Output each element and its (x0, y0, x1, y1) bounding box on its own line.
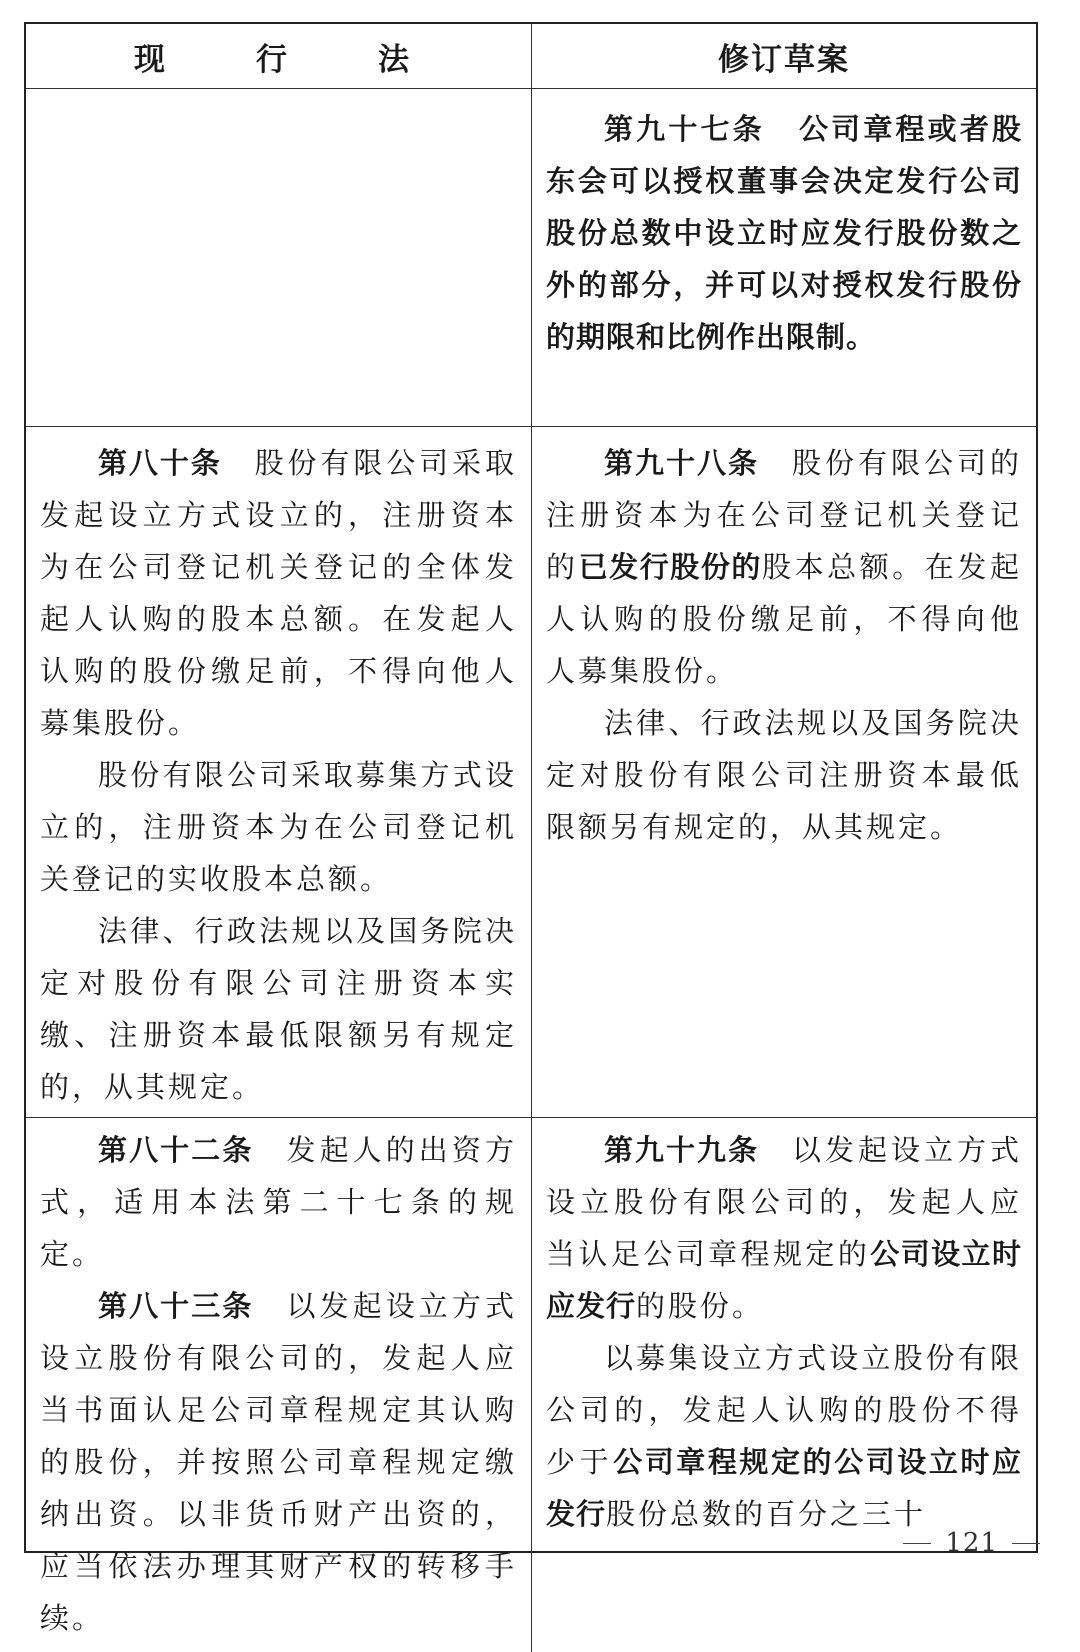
bold-text: 第八十二条 (98, 1133, 254, 1167)
bold-text: 第八十条 (98, 446, 222, 480)
text-run: 以发起设立方式设立股份有限公司的，发起人应当认足公司章程规定的 (546, 1133, 1022, 1271)
text-run: 全体发起人认购的 (40, 550, 517, 636)
article-paragraph (546, 437, 1022, 697)
footer-dash-left (903, 1543, 931, 1544)
bold-text: 第八十三条 (98, 1289, 254, 1323)
text-run: 股份有限公司的注册资本为在公司登记机关登记的 (546, 446, 1022, 584)
text-run: 出资 (74, 1497, 143, 1531)
text-run: 注册资本为在公司登记机关登记的 (40, 498, 517, 584)
text-run: 法律、行政法规以及国务院决定对股份有限公司注册资本最低限额另有规定的，从其规定。 (546, 706, 1022, 844)
text-run: 的股份。 (636, 1289, 765, 1323)
text-run: ，并按照公司章程规定缴纳 (40, 1445, 517, 1531)
text-run: 股份有限公司采取发起设立方式设立的， (40, 446, 517, 532)
text-run: 股本总额。在发起人认购的股份缴足前，不得向他人募集股份。 (546, 550, 1022, 688)
draft-cell (531, 427, 1036, 1121)
text-run: 发起人的出资 (285, 1133, 485, 1167)
bold-text: 第九十八条 (604, 446, 759, 480)
article-paragraph (546, 697, 1022, 853)
bold-text: 公司章程或者股东会可以授权董事会决定发行公司股份总数中设立时应发行股份数之外的部分，并可以对授权发行股份的期限和比例作出限制。 (546, 112, 1022, 354)
text-run: 条的规定。 (40, 1185, 517, 1271)
page-footer (889, 1528, 1054, 1558)
text-run: 的 (74, 810, 109, 844)
article-paragraph (40, 749, 517, 905)
text-run: 二十七 (299, 1185, 411, 1219)
current-law-cell (26, 89, 531, 426)
current-law-cell (26, 427, 531, 1121)
article-paragraph (546, 1332, 1022, 1540)
article-paragraph (546, 103, 1022, 363)
bold-text: 公司设立时应发行 (546, 1237, 1022, 1323)
text-run: 股份总数的百分之三十 (606, 1497, 927, 1531)
footer-dash-right (1012, 1543, 1040, 1544)
bold-text: 已发行股份的 (578, 550, 762, 584)
text-run: 采取募集方式设立 (40, 758, 517, 844)
header-draft: 修订草案 (531, 24, 1036, 88)
text-run: 方式 (40, 1133, 517, 1219)
article-paragraph (40, 1280, 517, 1644)
article-paragraph (40, 1124, 517, 1280)
draft-cell (531, 89, 1036, 426)
table-row (26, 426, 1036, 1117)
bold-text: 第九十七条 (604, 112, 765, 146)
text-run: 注册资本最低限额另有规定的，从其规定。 (40, 1018, 517, 1104)
article-paragraph (546, 1124, 1022, 1332)
table-row (26, 88, 1036, 426)
text-run: 。以非货币财产出资的，应当依法办理其财产权的转移手续。 (40, 1497, 517, 1635)
bold-text: 第九十九条 (604, 1133, 759, 1167)
text-run: 股份有限公司 (98, 758, 292, 792)
header-current-law: 现 行 法 (134, 41, 439, 78)
text-run: 法律、行政法规以及国务院决定对股份有限公司 (40, 914, 517, 1000)
text-run: 注册资本实缴、 (40, 966, 517, 1052)
comparison-table (24, 22, 1038, 1635)
table-header (26, 24, 1036, 88)
article-paragraph (40, 905, 517, 1113)
page-number: 121 (945, 1528, 998, 1558)
text-run: 以发起设立方式设立股份有限公司的，发起人应当书面认足公司章程规定其认购的股份 (40, 1289, 517, 1479)
text-run: ，适用本法第 (77, 1185, 300, 1219)
bold-text: 公司章程规定的公司设立时应发行 (546, 1445, 1022, 1531)
draft-cell (531, 1118, 1036, 1652)
text-run: ， (108, 810, 143, 844)
text-run: 股本总额。在发起人认购的股份缴足前，不得向他人募集股份。 (40, 602, 517, 740)
table-row (26, 1117, 1036, 1635)
article-paragraph (40, 437, 517, 749)
text-run: 以募集设立方式设立股份有限公司的，发起人认购的股份不得少于 (546, 1341, 1022, 1479)
text-run: 注册资本为在公司登记机关登记的实收股本总额。 (40, 810, 517, 896)
current-law-cell (26, 1118, 531, 1652)
